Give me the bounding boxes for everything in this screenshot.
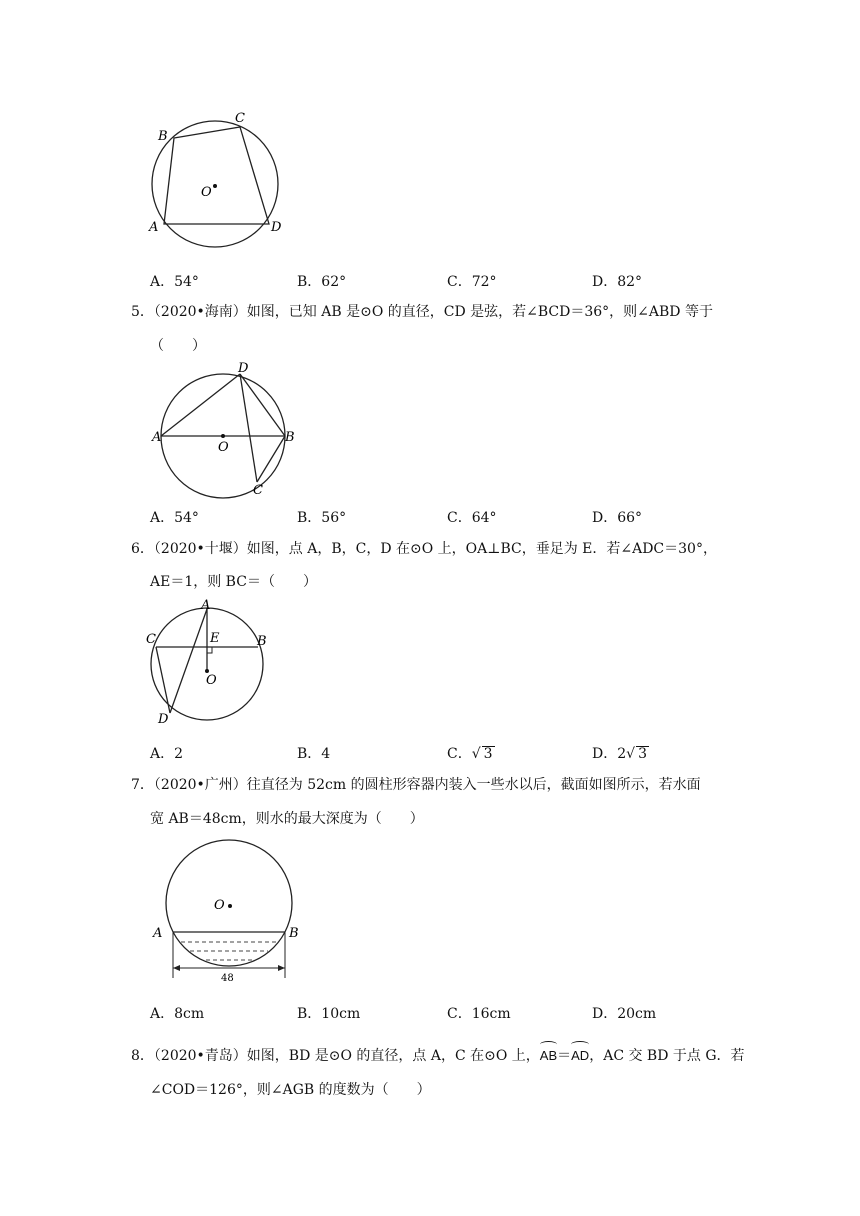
q7-circle	[166, 840, 292, 966]
q4-label-O: O	[201, 185, 212, 200]
q4-label-D: D	[271, 220, 282, 235]
q7-option-c[interactable]: C．16cm	[447, 1006, 511, 1022]
q5-stem-line2: （ ）	[150, 338, 206, 354]
q8-stem-line1	[131, 1044, 745, 1066]
q5-label-B: B	[285, 430, 295, 445]
q6-option-c-radicand: 3	[483, 746, 493, 762]
q7-option-a[interactable]: A．8cm	[150, 1006, 205, 1022]
q6-option-a[interactable]: A．2	[150, 746, 184, 762]
q7-figure	[148, 830, 308, 990]
q5-label-O: O	[218, 440, 229, 455]
q5-option-d[interactable]: D．66°	[592, 510, 643, 526]
q6-label-D: D	[158, 712, 169, 727]
q4-center-dot	[213, 184, 217, 188]
q5-figure	[148, 360, 308, 500]
q8-stem-part2: ，AC 交 BD 于点 G．若	[589, 1048, 745, 1064]
q5-chord-DB	[240, 374, 285, 436]
q6-label-C: C	[146, 632, 156, 647]
q8-arc-AD: AD	[571, 1044, 589, 1066]
q7-option-d[interactable]: D．20cm	[592, 1006, 657, 1022]
q7-label-O: O	[214, 898, 225, 913]
q7-stem-line1: 7．（2020•广州）往直径为 52cm 的圆柱形容器内装入一些水以后，截面如图所示，若水面	[131, 777, 701, 793]
q8-arc-AB: AB	[540, 1044, 557, 1066]
q6-stem-line2: AE＝1，则 BC＝（ ）	[150, 574, 317, 590]
q7-center-dot	[228, 904, 232, 908]
q4-quadrilateral	[164, 127, 269, 224]
q7-arrow-left-icon	[173, 965, 180, 971]
q6-label-A: A	[201, 598, 211, 613]
q5-chord-AD	[161, 374, 240, 436]
q5-label-A: A	[152, 430, 162, 445]
q7-label-A: A	[153, 926, 163, 941]
q5-chord-DC	[240, 374, 257, 482]
q8-stem-part1: 8．（2020•青岛）如图，BD 是⊙O 的直径，点 A，C 在⊙O 上，	[131, 1048, 540, 1064]
q6-chord-CD	[156, 647, 170, 713]
q5-label-D: D	[238, 361, 249, 376]
q7-option-b[interactable]: B．10cm	[297, 1006, 361, 1022]
q6-right-angle-mark	[207, 647, 212, 653]
q6-option-d-radicand: 3	[638, 746, 647, 762]
q4-option-c[interactable]: C．72°	[447, 274, 497, 290]
q4-label-C: C	[235, 111, 245, 126]
q6-label-E: E	[210, 631, 220, 646]
q6-stem-line1: 6．（2020•十堰）如图，点 A，B，C，D 在⊙O 上，OA⊥BC，垂足为 E．若∠ADC＝30°，	[131, 541, 717, 557]
q6-option-d-prefix: D．2	[592, 746, 627, 762]
q4-option-b[interactable]: B．62°	[297, 274, 347, 290]
sqrt-icon: √	[626, 746, 636, 762]
q8-equals: ＝	[557, 1048, 572, 1064]
q7-width-label: 48	[221, 973, 234, 984]
q5-option-c[interactable]: C．64°	[447, 510, 497, 526]
q6-label-O: O	[206, 673, 217, 688]
q6-option-d[interactable]	[592, 743, 649, 763]
q6-option-b[interactable]: B．4	[297, 746, 331, 762]
q4-label-A: A	[149, 220, 159, 235]
q6-label-B: B	[257, 634, 267, 649]
q7-stem-line2: 宽 AB＝48cm，则水的最大深度为（ ）	[150, 811, 424, 827]
q4-option-d[interactable]: D．82°	[592, 274, 643, 290]
q5-label-C: C	[253, 483, 263, 498]
q5-option-b[interactable]: B．56°	[297, 510, 347, 526]
q6-option-c-prefix: C．	[447, 746, 472, 762]
q7-label-B: B	[289, 926, 299, 941]
q7-arrow-right-icon	[278, 965, 285, 971]
q5-option-a[interactable]: A．54°	[150, 510, 199, 526]
q5-stem-line1: 5．（2020•海南）如图，已知 AB 是⊙O 的直径，CD 是弦，若∠BCD＝36°，则∠ABD 等于	[131, 304, 713, 320]
q4-label-B: B	[158, 129, 168, 144]
q5-center-dot	[221, 434, 225, 438]
sqrt-icon: √	[471, 746, 481, 762]
q8-stem-line2: ∠COD＝126°，则∠AGB 的度数为（ ）	[150, 1082, 431, 1098]
q6-option-c[interactable]	[447, 743, 495, 763]
q6-chord-DA	[170, 609, 207, 713]
q4-figure	[140, 100, 300, 260]
q4-option-a[interactable]: A．54°	[150, 274, 199, 290]
q6-figure	[140, 598, 280, 728]
